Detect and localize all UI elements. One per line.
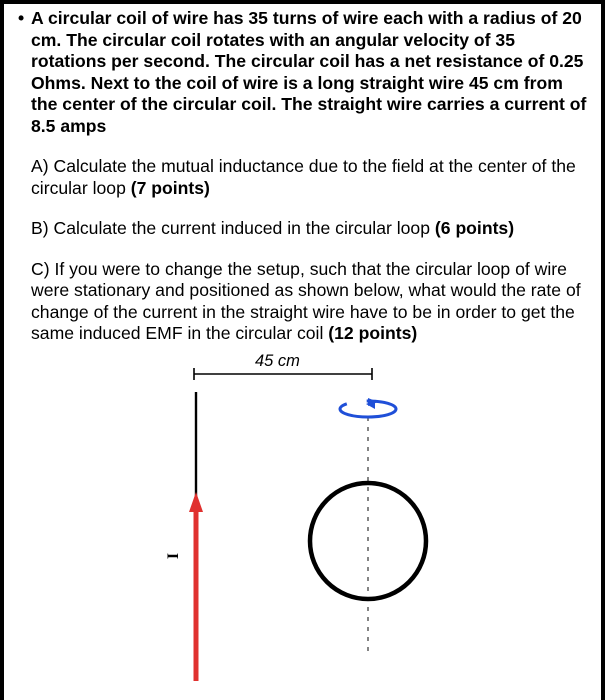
part-c-points: (12 points) [328, 323, 418, 343]
current-arrowhead [189, 492, 203, 512]
part-b-points: (6 points) [434, 218, 515, 238]
frame-left-border [0, 0, 4, 700]
part-c [18, 259, 592, 345]
part-c-text: C) If you were to change the setup, such that the circular loop of wire were stationary and positioned as shown below, what would the rate of change of the current in the straight wire have to be in order to get the same induced EMF in the circular coil [31, 258, 581, 343]
frame-right-border [601, 0, 605, 700]
rotation-arrowhead-2 [366, 400, 375, 409]
part-b-text: B) Calculate the current induced in the circular loop [31, 218, 435, 238]
part-a [18, 156, 592, 199]
part-a-points: (7 points) [130, 177, 210, 198]
problem-intro [18, 8, 592, 137]
rotation-arrow-icon [340, 401, 396, 417]
part-a-text: A) Calculate the mutual inductance due to the field at the center of the circular loop [31, 156, 576, 198]
part-b [18, 218, 592, 240]
current-label: I [165, 552, 183, 560]
frame-top-border [0, 0, 605, 4]
intro-text: A circular coil of wire has 35 turns of wire each with a radius of 20 cm. The circular coil rotates with an angular velocity of 35 rotations per second. The circular coil has a net resistance of 0.25 Ohms. Next to the coil of wire is a long straight wire 45 cm from the center of the circular coil. The straight wire carries a current of 8.5 amps [31, 8, 587, 136]
distance-label: 45 cm [255, 352, 300, 370]
bullet-marker: • [18, 8, 25, 28]
rotation-arrowhead [368, 398, 378, 406]
problem-content [18, 8, 592, 345]
circular-coil [310, 483, 426, 599]
